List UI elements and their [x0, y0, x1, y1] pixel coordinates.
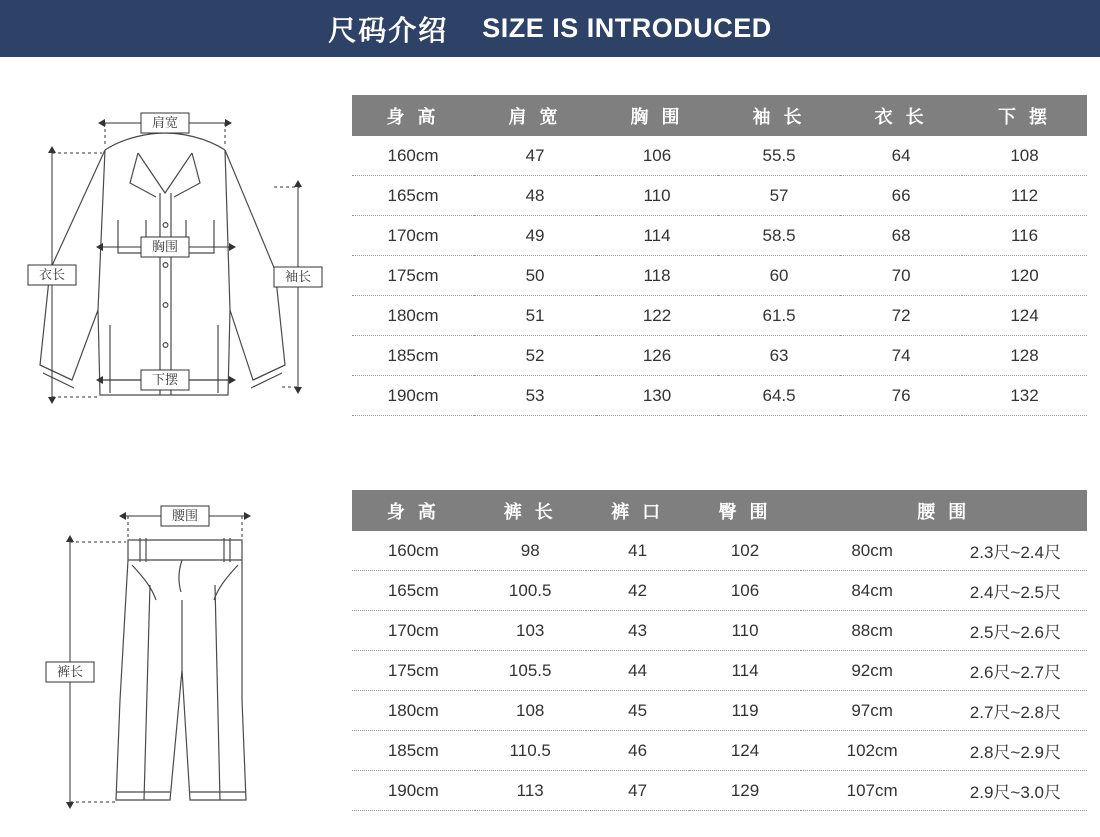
cell-waist-cm: 88cm	[801, 611, 944, 651]
col-header-pants-length: 裤 长	[475, 490, 586, 531]
cell-pants-opening: 42	[586, 571, 690, 611]
cell-pants-opening: 43	[586, 611, 690, 651]
pants-size-table	[352, 490, 1087, 811]
cell-sleeve: 58.5	[718, 216, 840, 256]
col-header-height: 身 高	[352, 490, 475, 531]
cell-waist-cm: 84cm	[801, 571, 944, 611]
cell-pants-length: 113	[475, 771, 586, 811]
cell-hip: 106	[689, 571, 800, 611]
cell-height: 190cm	[352, 376, 474, 416]
cell-chest: 114	[596, 216, 718, 256]
cell-height: 175cm	[352, 256, 474, 296]
cell-height: 185cm	[352, 336, 474, 376]
cell-hip: 110	[689, 611, 800, 651]
cell-hem: 108	[962, 136, 1087, 176]
table-header-row	[352, 95, 1087, 136]
cell-height: 175cm	[352, 651, 475, 691]
pants-illustration	[10, 470, 340, 830]
cell-sleeve: 60	[718, 256, 840, 296]
shirt-label-length: 衣长	[38, 267, 66, 282]
cell-pants-length: 108	[475, 691, 586, 731]
cell-length: 72	[840, 296, 962, 336]
table-row	[352, 376, 1087, 416]
pants-label-length: 裤长	[56, 664, 84, 679]
cell-sleeve: 63	[718, 336, 840, 376]
cell-sleeve: 57	[718, 176, 840, 216]
col-header-length: 衣 长	[840, 95, 962, 136]
cell-waist-cm: 80cm	[801, 531, 944, 571]
cell-waist-chi: 2.5尺~2.6尺	[944, 611, 1087, 651]
cell-hem: 112	[962, 176, 1087, 216]
cell-length: 64	[840, 136, 962, 176]
cell-hem: 116	[962, 216, 1087, 256]
cell-length: 68	[840, 216, 962, 256]
cell-pants-opening: 41	[586, 531, 690, 571]
cell-length: 66	[840, 176, 962, 216]
cell-pants-opening: 46	[586, 731, 690, 771]
cell-hem: 120	[962, 256, 1087, 296]
cell-chest: 118	[596, 256, 718, 296]
cell-height: 180cm	[352, 296, 474, 336]
cell-sleeve: 55.5	[718, 136, 840, 176]
cell-waist-cm: 97cm	[801, 691, 944, 731]
cell-waist-cm: 102cm	[801, 731, 944, 771]
cell-waist-cm: 92cm	[801, 651, 944, 691]
cell-hip: 102	[689, 531, 800, 571]
cell-hem: 128	[962, 336, 1087, 376]
col-header-height: 身 高	[352, 95, 474, 136]
cell-chest: 122	[596, 296, 718, 336]
cell-sleeve: 64.5	[718, 376, 840, 416]
shirt-label-sleeve: 袖长	[284, 269, 312, 284]
col-header-chest: 胸 围	[596, 95, 718, 136]
cell-pants-opening: 45	[586, 691, 690, 731]
cell-shoulder: 50	[474, 256, 596, 296]
cell-shoulder: 48	[474, 176, 596, 216]
cell-hem: 124	[962, 296, 1087, 336]
table-row	[352, 176, 1087, 216]
cell-height: 170cm	[352, 216, 474, 256]
shirt-label-shoulder: 肩宽	[151, 115, 179, 130]
cell-chest: 110	[596, 176, 718, 216]
page-title-cn: 尺码介绍	[328, 14, 449, 46]
cell-shoulder: 49	[474, 216, 596, 256]
col-header-sleeve: 袖 长	[718, 95, 840, 136]
cell-length: 74	[840, 336, 962, 376]
table-row	[352, 651, 1087, 691]
cell-height: 165cm	[352, 176, 474, 216]
cell-chest: 126	[596, 336, 718, 376]
cell-height: 180cm	[352, 691, 475, 731]
cell-waist-chi: 2.8尺~2.9尺	[944, 731, 1087, 771]
page-title-en: SIZE IS INTRODUCED	[482, 13, 772, 43]
cell-hem: 132	[962, 376, 1087, 416]
cell-height: 160cm	[352, 136, 474, 176]
cell-waist-chi: 2.6尺~2.7尺	[944, 651, 1087, 691]
cell-length: 70	[840, 256, 962, 296]
cell-waist-chi: 2.7尺~2.8尺	[944, 691, 1087, 731]
table-row	[352, 296, 1087, 336]
table-row	[352, 571, 1087, 611]
table-row	[352, 731, 1087, 771]
col-header-waist: 腰 围	[801, 490, 1087, 531]
cell-pants-length: 100.5	[475, 571, 586, 611]
cell-chest: 130	[596, 376, 718, 416]
cell-pants-opening: 47	[586, 771, 690, 811]
shirt-illustration	[10, 75, 340, 465]
shirt-label-chest: 胸围	[151, 239, 179, 254]
cell-pants-length: 105.5	[475, 651, 586, 691]
cell-height: 160cm	[352, 531, 475, 571]
cell-hip: 119	[689, 691, 800, 731]
cell-pants-length: 110.5	[475, 731, 586, 771]
shirt-size-table-wrapper	[352, 95, 1087, 416]
cell-pants-opening: 44	[586, 651, 690, 691]
table-row	[352, 216, 1087, 256]
cell-length: 76	[840, 376, 962, 416]
table-row	[352, 611, 1087, 651]
cell-hip: 124	[689, 731, 800, 771]
cell-waist-cm: 107cm	[801, 771, 944, 811]
shirt-size-table	[352, 95, 1087, 416]
page-header	[0, 0, 1100, 57]
cell-hip: 129	[689, 771, 800, 811]
cell-pants-length: 98	[475, 531, 586, 571]
cell-waist-chi: 2.4尺~2.5尺	[944, 571, 1087, 611]
cell-height: 190cm	[352, 771, 475, 811]
cell-shoulder: 53	[474, 376, 596, 416]
col-header-hip: 臀 围	[689, 490, 800, 531]
cell-pants-length: 103	[475, 611, 586, 651]
cell-shoulder: 51	[474, 296, 596, 336]
pants-size-table-wrapper	[352, 490, 1087, 811]
shirt-label-hem: 下摆	[151, 372, 179, 387]
cell-height: 165cm	[352, 571, 475, 611]
table-row	[352, 691, 1087, 731]
cell-height: 170cm	[352, 611, 475, 651]
col-header-shoulder: 肩 宽	[474, 95, 596, 136]
cell-hip: 114	[689, 651, 800, 691]
cell-sleeve: 61.5	[718, 296, 840, 336]
cell-shoulder: 52	[474, 336, 596, 376]
col-header-pants-opening: 裤 口	[586, 490, 690, 531]
cell-waist-chi: 2.3尺~2.4尺	[944, 531, 1087, 571]
col-header-hem: 下 摆	[962, 95, 1087, 136]
pants-label-waist: 腰围	[171, 508, 199, 523]
table-row	[352, 771, 1087, 811]
cell-chest: 106	[596, 136, 718, 176]
cell-height: 185cm	[352, 731, 475, 771]
table-row	[352, 531, 1087, 571]
table-header-row	[352, 490, 1087, 531]
table-row	[352, 256, 1087, 296]
cell-shoulder: 47	[474, 136, 596, 176]
table-row	[352, 336, 1087, 376]
cell-waist-chi: 2.9尺~3.0尺	[944, 771, 1087, 811]
table-row	[352, 136, 1087, 176]
